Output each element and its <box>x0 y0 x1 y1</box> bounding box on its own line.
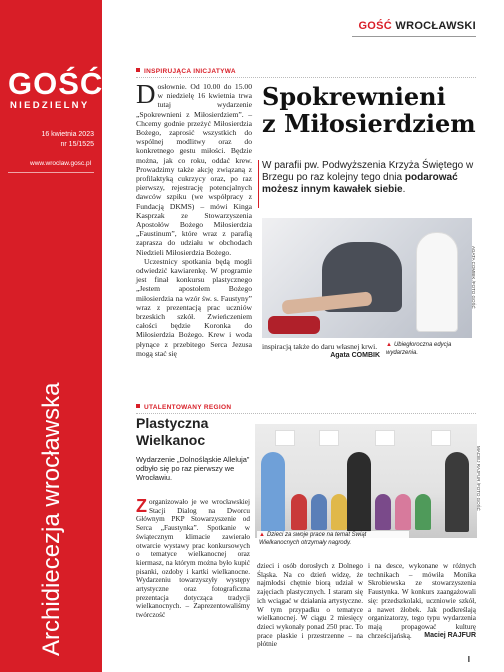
blood-donation-photo <box>262 218 472 338</box>
article1-paragraph1: osłownie. Od 10.00 do 15.00 w niedzielę 16 kwietnia trwa tutaj wydarzenie „Spokrewnieni z Miłosierdziem”. – Chcemy godnie przeżyć Miłosierdzia Bożego, zaprosić wszystkich do wspólnej modlitwy oraz do konkretnego gestu miłości. Będzie można, jak co roku, oddać krew. Prowadzimy także akcję związaną z profilaktyką cukrzycy oraz, po raz pierwszy, rejestrację potencjalnych dawców szpiku (we współpracy z Fundacją DKMS) – mówi Kinga Kasprzak ze Stowarzyszenia Apostołów Bożego Miłosierdzia „Faustinum”, które wraz z parafią zaprasza do udziału w obchodach Niedzieli Miłosierdzia Bożego. <box>136 82 252 257</box>
title-line: Spokrewnieni <box>262 82 446 111</box>
section-rule <box>136 77 476 78</box>
title-line: z Miłosierdziem <box>262 109 476 138</box>
article2-text: organizowało je we wrocławskiej Stacji Dialog na Dworcu Głównym PKP Stowarzyszenie od Serca „Faustynka”. Spotkanie w świątecznym klimacie zawierało otwarcie wystawy prac konkursowych o tematyce wielkanocnej oraz kiermasz, na którym można było kupić pisanki, ozdoby i kartki wielkanocne. Wydarzeniu towarzyszyły występy artystyczne oraz fotograficzna prezentacja dotycząca tradycji wielkanocnych. – Zaprezentowaliśmy twórczość <box>136 498 250 620</box>
page-number: I <box>467 655 470 664</box>
child-figure <box>311 494 327 530</box>
issue-number: nr 15/1525 <box>60 141 94 148</box>
article1-column1 <box>136 79 252 358</box>
article1-column2 <box>262 342 380 360</box>
section-rule <box>136 413 476 414</box>
children-awards-photo <box>255 424 477 538</box>
issue-info <box>41 130 94 150</box>
logo-niedzielny: NIEDZIELNY <box>10 100 90 111</box>
banner <box>319 430 339 446</box>
article2-column1 <box>136 498 250 620</box>
banner <box>431 430 451 446</box>
banner <box>375 430 395 446</box>
banner <box>275 430 295 446</box>
section-label-inspiring: INSPIRUJĄCA INICJATYWA <box>136 68 236 75</box>
title-line: Plastyczna <box>136 415 209 431</box>
title-line: Wielkanoc <box>136 432 206 448</box>
photo-credit: AGATA COMBIK /FOTO GOŚĆ <box>471 246 476 309</box>
article2-column3 <box>368 562 476 640</box>
logo-gosc: GOŚĆ <box>8 66 104 101</box>
child-figure <box>395 494 411 530</box>
caption-arrow-icon: ▲ <box>259 532 265 538</box>
adult-figure <box>445 452 469 532</box>
sidebar: GOŚĆ NIEDZIELNY 16 kwietnia 2023 nr 15/1525 www.wroclaw.gosc.pl Archidiecezja wrocławska <box>0 0 102 672</box>
photo-caption: ▲ Dzieci za swoje prace na temat Świąt Wielkanocnych otrzymały nagrody. <box>257 531 409 548</box>
blood-bag <box>268 316 320 334</box>
article1-author: Agata COMBIK <box>330 352 380 360</box>
article2-lead: Wydarzenie „Dolnośląskie Alleluja” odbyło się po raz pierwszy we Wrocławiu. <box>136 455 250 482</box>
brand-wroclawski: WROCŁAWSKI <box>395 20 476 32</box>
dropcap: Z <box>136 496 147 516</box>
child-figure <box>375 494 391 530</box>
article1-paragraph2: Uczestnicy spotkania będą mogli odwiedzić kawiarenkę. W programie jest finał konkursu plastycznego „Jestem apostołem Bożego miłosierdzia na wzór św. s. Faustyny” wraz z prezentacją prac uczniów brzeskich szkół. Zwieńczeniem całości będzie Koronka do Miłosierdzia Bożego. Krew i woda płynące z przebitego Serca Jezusa mogą stać się <box>136 256 252 358</box>
child-figure <box>291 494 307 530</box>
header-rule <box>352 36 476 37</box>
article1-title <box>262 83 478 137</box>
article2-text: i na desce, wykonane w różnych technikach – mówiła Monika Skrobiewska ze stowarzyszenia Faustynka. W konkurs zaangażowali się: przedszkolaki, uczniowie szkół, a nawet żłobek. Jak podkreślają organizatorzy, tego typu wydarzenia mają propagować kulturę chrześcijańską. <box>368 562 476 640</box>
lead-bar <box>258 160 259 208</box>
adult-figure <box>261 452 285 532</box>
article1-lead: W parafii pw. Podwyższenia Krzyża Świętego w Brzegu po raz kolejny tego dnia podarować możesz innym kawałek siebie. <box>262 160 474 195</box>
issue-date: 16 kwietnia 2023 <box>41 131 94 138</box>
sidebar-divider <box>8 172 94 173</box>
adult-figure <box>347 452 371 532</box>
website-link[interactable]: www.wroclaw.gosc.pl <box>30 160 92 167</box>
photo-caption: ▲ Ubiegłoroczna edycja wydarzenia. <box>386 342 452 356</box>
header-brand <box>358 20 476 32</box>
article1-paragraph3: inspiracją także do daru własnej krwi. <box>262 342 378 351</box>
photo-credit: MACIEJ RAJFUR /FOTO GOŚĆ <box>476 446 481 511</box>
dropcap: D <box>136 79 156 109</box>
caption-arrow-icon: ▲ <box>386 342 392 348</box>
nurse-figure <box>416 232 458 332</box>
child-figure <box>415 494 431 530</box>
article2-author: Maciej RAJFUR <box>424 631 476 639</box>
child-figure <box>331 494 347 530</box>
article2-column2: dzieci i osób dorosłych z Dolnego Śląska. Na co dzień widzę, że najmłodsi chętnie biorą udział w zajęciach plastycznych. I staram się ich wciągać w działania artystyczne. W tym przypadku o tematyce wielkanocnej. W ciągu 2 miesięcy dzieci wykonały ponad 250 prac. To prace płaskie i przestrzenne – na płótnie <box>257 562 363 649</box>
article2-title <box>136 415 250 449</box>
brand-gosc: GOŚĆ <box>358 20 393 32</box>
section-label-talented: UTALENTOWANY REGION <box>136 404 231 411</box>
